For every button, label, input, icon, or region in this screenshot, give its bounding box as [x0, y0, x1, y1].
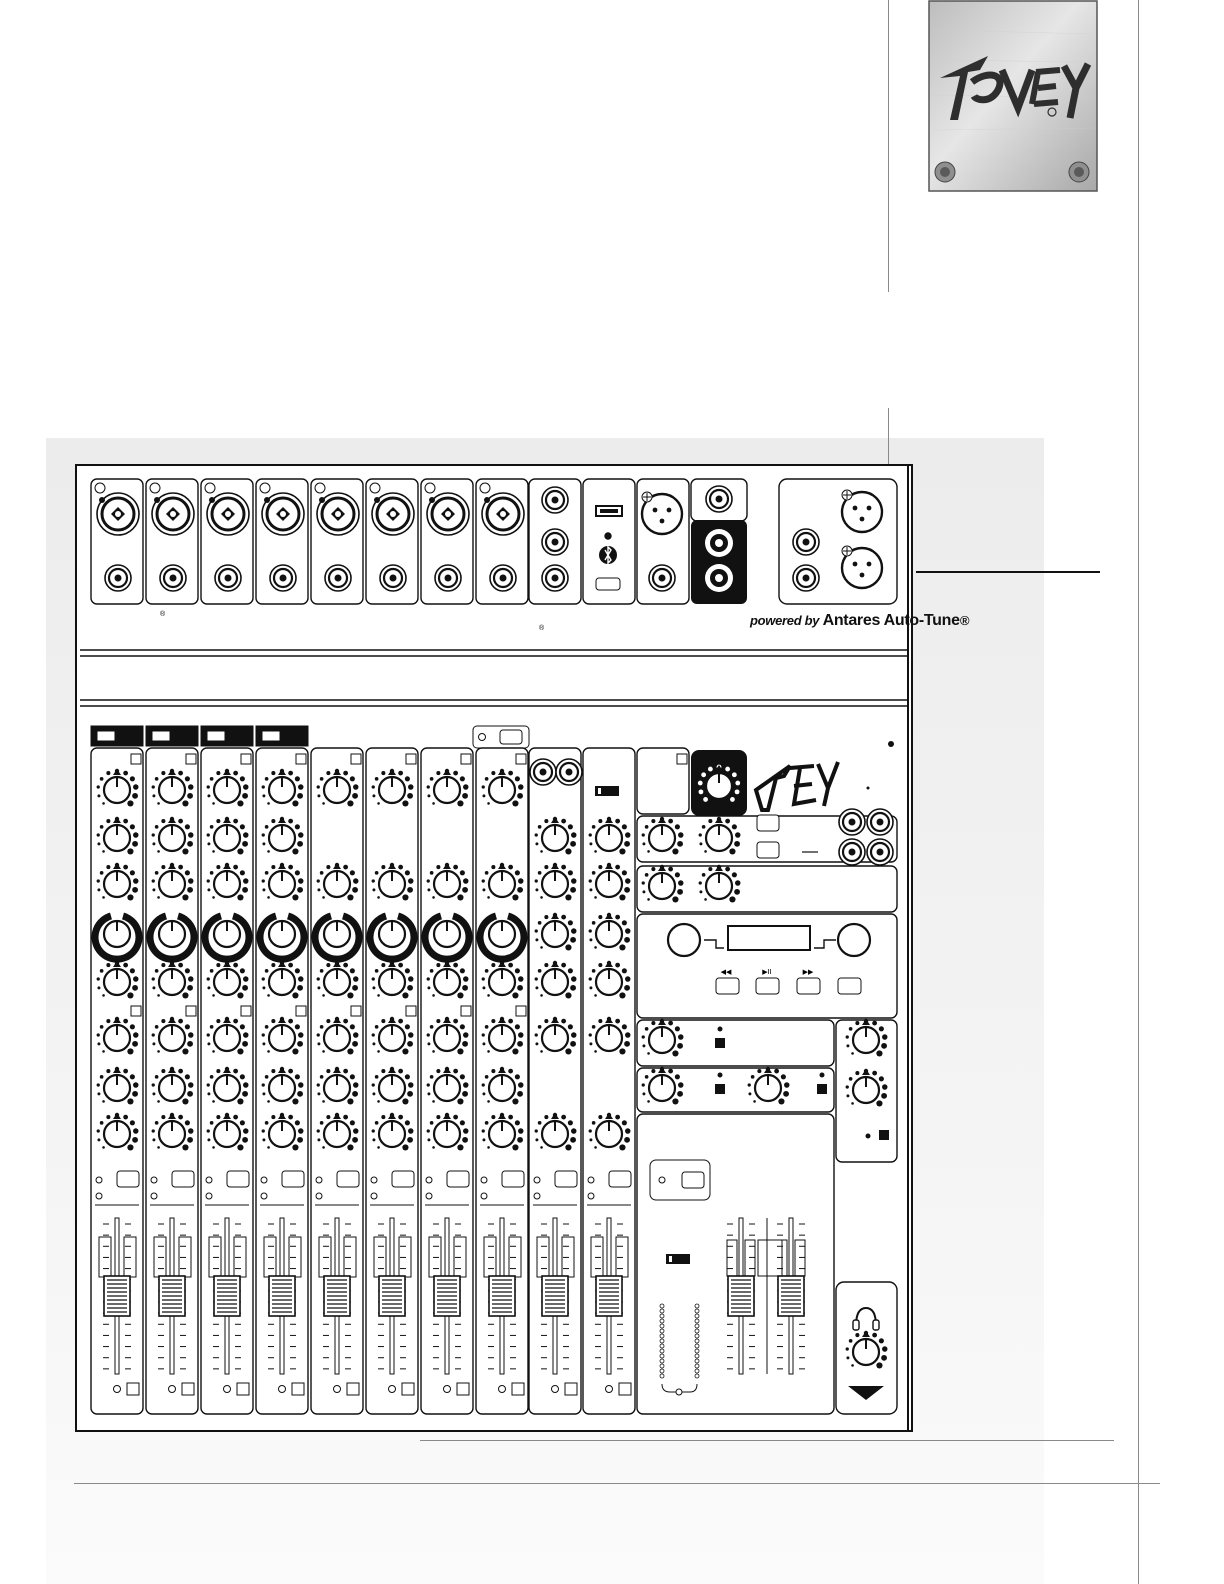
transport-button[interactable]	[716, 978, 739, 994]
solo-button[interactable]	[512, 1383, 524, 1395]
mute-button[interactable]	[447, 1171, 469, 1187]
combo-xlr-jack[interactable]	[482, 493, 524, 535]
stereo-input-jack[interactable]	[542, 487, 568, 513]
solo-button[interactable]	[182, 1383, 194, 1395]
combo-xlr-jack[interactable]	[372, 493, 414, 535]
combo-xlr-jack[interactable]	[262, 493, 304, 535]
rca-jack[interactable]	[530, 759, 556, 785]
mute-button[interactable]	[555, 1171, 577, 1187]
mute-button[interactable]	[502, 1171, 524, 1187]
combo-xlr-jack[interactable]	[152, 493, 194, 535]
line-input-jack[interactable]	[215, 565, 241, 591]
mute-button[interactable]	[227, 1171, 249, 1187]
solo-button[interactable]	[402, 1383, 414, 1395]
line-input-jack[interactable]	[490, 565, 516, 591]
mute-button[interactable]	[172, 1171, 194, 1187]
line-jack[interactable]	[649, 565, 675, 591]
assign-button[interactable]	[757, 842, 779, 858]
rca-output-jack[interactable]	[839, 809, 865, 835]
line-input-jack[interactable]	[325, 565, 351, 591]
mute-button[interactable]	[337, 1171, 359, 1187]
autotune-tagline: powered by Antares Auto-Tune®	[750, 612, 969, 629]
rca-output-jack[interactable]	[867, 809, 893, 835]
rca-input-jack[interactable]	[839, 839, 865, 865]
mute-button[interactable]	[609, 1171, 631, 1187]
mute-button[interactable]	[117, 1171, 139, 1187]
select-encoder[interactable]	[838, 924, 870, 956]
mute-button[interactable]	[392, 1171, 414, 1187]
main-xlr-output[interactable]	[842, 490, 882, 532]
combo-xlr-jack[interactable]	[207, 493, 249, 535]
solo-button[interactable]	[347, 1383, 359, 1395]
transport-button[interactable]	[756, 978, 779, 994]
auxiliary-jack[interactable]	[706, 486, 732, 512]
main-mute-button[interactable]	[682, 1172, 704, 1188]
combo-xlr-jack[interactable]	[97, 493, 139, 535]
transport-button[interactable]	[797, 978, 820, 994]
lcd-display	[728, 926, 810, 950]
select-encoder[interactable]	[668, 924, 700, 956]
stereo-input-jack[interactable]	[542, 529, 568, 555]
rca-jack[interactable]	[556, 759, 582, 785]
line-input-jack[interactable]	[160, 565, 186, 591]
line-input-jack[interactable]	[105, 565, 131, 591]
solo-button[interactable]	[619, 1383, 631, 1395]
solo-button[interactable]	[127, 1383, 139, 1395]
bluetooth-pair-button[interactable]	[596, 578, 620, 590]
solo-button[interactable]	[237, 1383, 249, 1395]
transport-label: ▶II	[762, 968, 772, 976]
solo-button[interactable]	[457, 1383, 469, 1395]
assign-button[interactable]	[757, 815, 779, 831]
transport-button[interactable]	[838, 978, 861, 994]
svg-text:®: ®	[539, 625, 545, 632]
main-xlr-output[interactable]	[842, 546, 882, 588]
transport-label: ▶▶	[802, 968, 814, 976]
main-output-jack[interactable]	[793, 529, 819, 555]
solo-button[interactable]	[565, 1383, 577, 1395]
line-input-jack[interactable]	[380, 565, 406, 591]
combo-xlr-jack[interactable]	[427, 493, 469, 535]
combo-xlr-jack[interactable]	[317, 493, 359, 535]
stereo-input-jack[interactable]	[542, 565, 568, 591]
line-input-jack[interactable]	[270, 565, 296, 591]
mute-button[interactable]	[282, 1171, 304, 1187]
main-output-jack[interactable]	[793, 565, 819, 591]
transport-label: ◀◀	[720, 968, 732, 976]
solo-button[interactable]	[292, 1383, 304, 1395]
line-input-jack[interactable]	[435, 565, 461, 591]
mic-xlr-jack[interactable]	[642, 492, 682, 534]
svg-text:®: ®	[160, 611, 166, 618]
rca-input-jack[interactable]	[867, 839, 893, 865]
